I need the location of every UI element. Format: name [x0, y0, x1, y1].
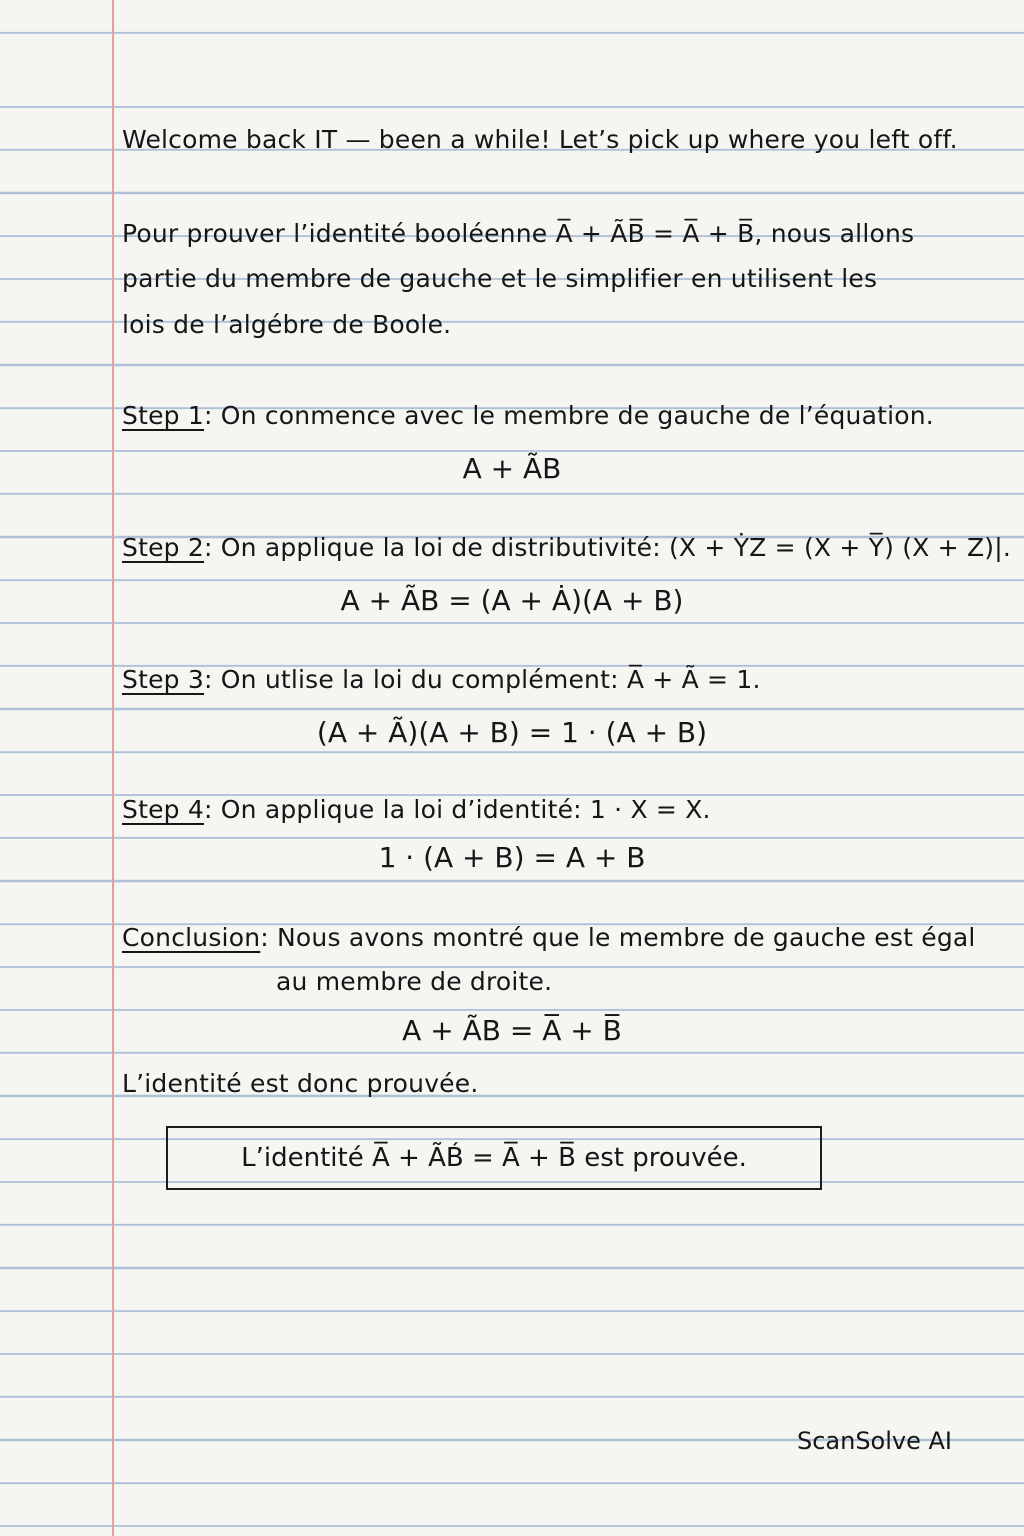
step-2-line — [122, 532, 1011, 564]
intro-line-1: Pour prouver l’identité booléenne A̅ + ÃB̅ = A̅ + B̅, nous allons — [122, 219, 915, 248]
conclusion-equation: A + ÃB = A̅ + B̅ — [402, 1014, 622, 1047]
intro-line-2: partie du membre de gauche et le simplifier en utilisent les — [122, 264, 878, 293]
step-3-text: : On utlise la loi du complément: A̅ + Ã = 1. — [203, 665, 761, 694]
conclusion-label: Conclusion — [122, 923, 261, 952]
step-4-text: : On applique la loi d’identité: 1 · X = X. — [203, 795, 711, 824]
step-3-line — [122, 664, 761, 696]
intro-line-3: lois de l’algébre de Boole. — [122, 310, 452, 339]
conclusion-line-1 — [122, 922, 976, 954]
boxed-conclusion: L’identité A̅ + ÃB́ = A̅ + B̅ est prouvée. — [166, 1126, 822, 1190]
step-2-text: : On applique la loi de distributivité: (X + ẎZ = (X + Y̅) (X + Z)|. — [203, 533, 1011, 562]
step-2-equation: A + ÃB = (A + Ȧ)(A + B) — [340, 584, 684, 617]
step-4-line — [122, 794, 711, 826]
step-1-label: Step 1 — [122, 401, 204, 430]
step-3-label: Step 3 — [122, 665, 204, 694]
step-3-equation: (A + Ã)(A + B) = 1 · (A + B) — [316, 716, 708, 749]
step-2-label: Step 2 — [122, 533, 204, 562]
conclusion-text: : Nous avons montré que le membre de gauche est égal — [260, 923, 976, 952]
conclusion-statement: L’identité est donc prouvée. — [122, 1069, 479, 1098]
margin-line — [112, 0, 114, 1536]
greeting-text: Welcome back IT — been a while! Let’s pick up where you left off. — [122, 125, 958, 154]
brand-signature: ScanSolve AI — [796, 1427, 952, 1455]
step-1-equation: A + ÃB — [462, 452, 562, 485]
step-1-line — [122, 400, 934, 432]
step-4-label: Step 4 — [122, 795, 204, 824]
conclusion-line-2: au membre de droite. — [276, 967, 553, 996]
step-1-text: : On conmence avec le membre de gauche de l’équation. — [203, 401, 934, 430]
step-4-equation: 1 · (A + B) = A + B — [378, 841, 646, 874]
